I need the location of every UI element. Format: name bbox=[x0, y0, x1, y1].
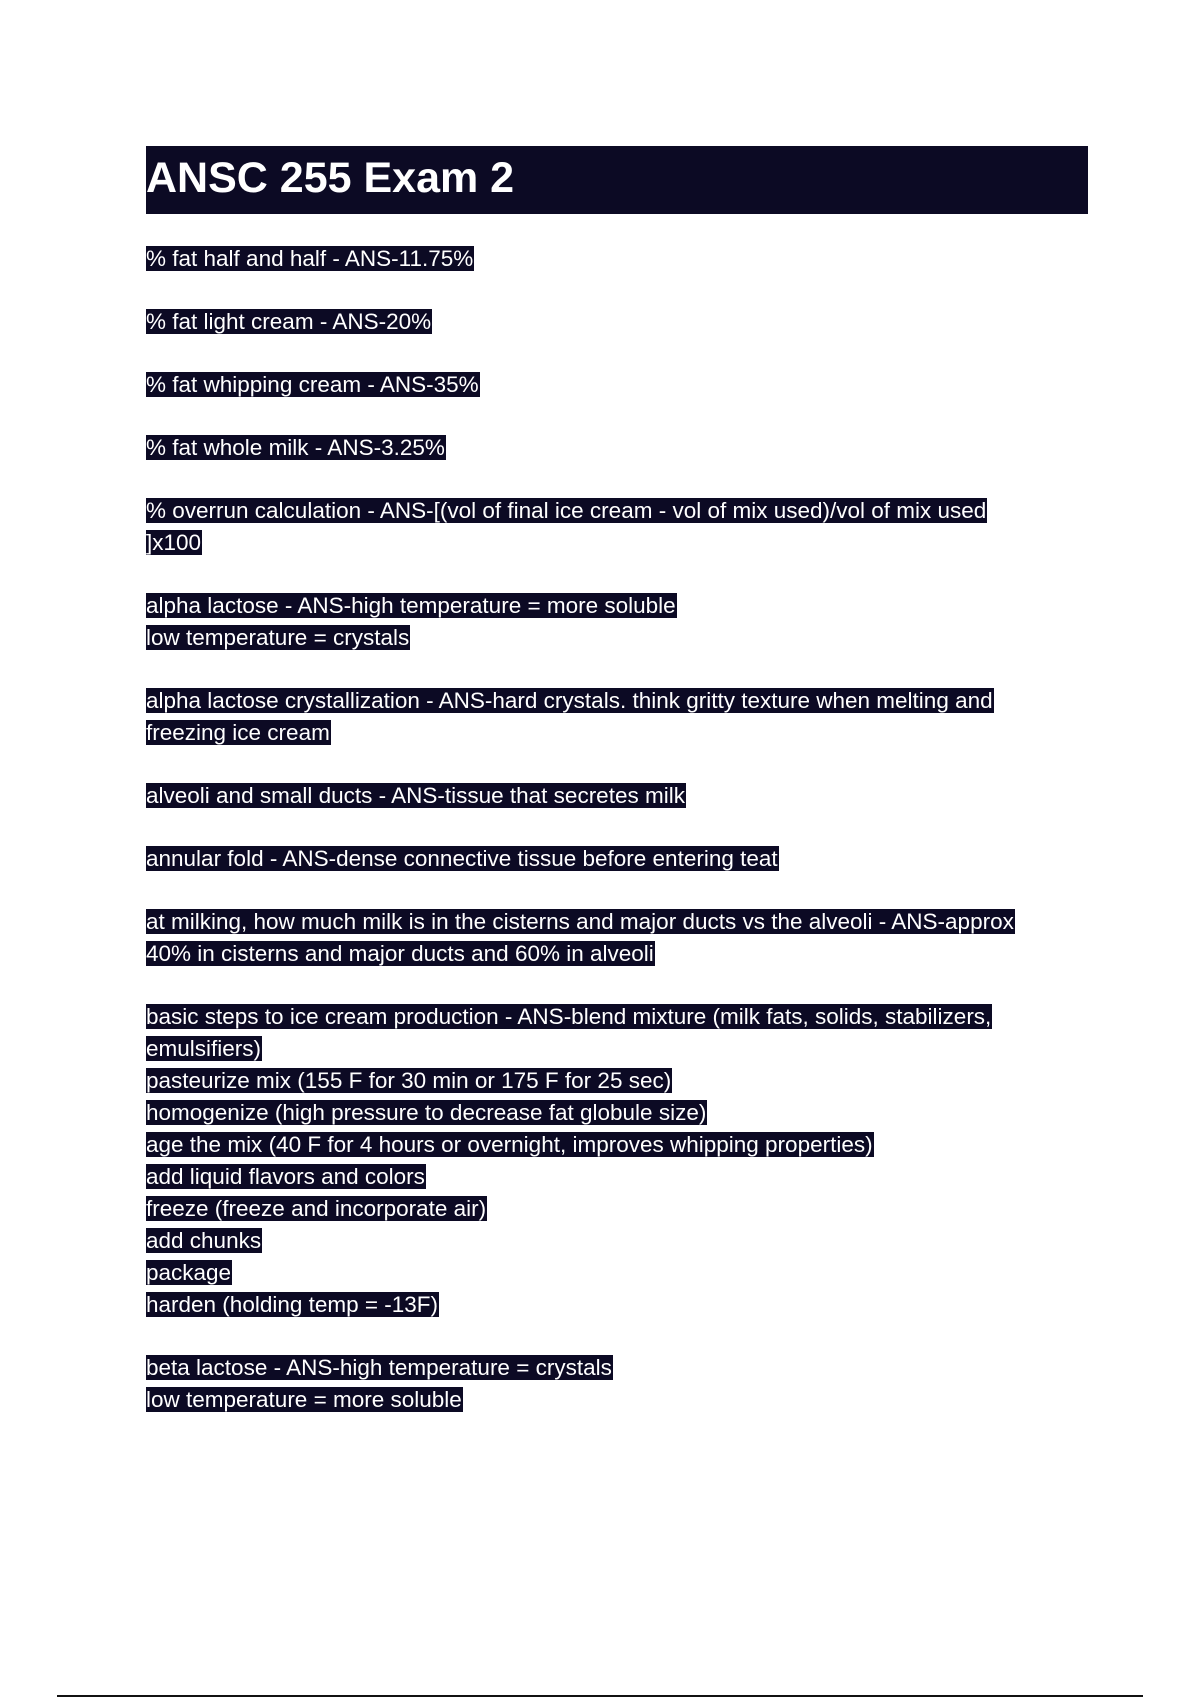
entry-line bbox=[146, 243, 1106, 275]
document-title: ANSC 255 Exam 2 bbox=[146, 154, 515, 202]
highlighted-text: alpha lactose crystallization - ANS-hard crystals. think gritty texture when melting and bbox=[146, 688, 993, 713]
entry-line bbox=[146, 780, 1106, 812]
highlighted-text: pasteurize mix (155 F for 30 min or 175 F for 25 sec) bbox=[146, 1068, 672, 1093]
flashcard-entry bbox=[146, 843, 1106, 875]
entry-line bbox=[146, 685, 1106, 717]
entry-line bbox=[146, 717, 1106, 749]
highlighted-text: % fat half and half - ANS-11.75% bbox=[146, 246, 474, 271]
flashcard-entry bbox=[146, 590, 1106, 654]
flashcard-entry bbox=[146, 780, 1106, 812]
highlighted-text: at milking, how much milk is in the cisterns and major ducts vs the alveoli - ANS-approx bbox=[146, 909, 1014, 934]
entry-line bbox=[146, 622, 1106, 654]
highlighted-text: low temperature = more soluble bbox=[146, 1387, 462, 1412]
entry-line bbox=[146, 495, 1106, 527]
highlighted-text: alpha lactose - ANS-high temperature = more soluble bbox=[146, 593, 676, 618]
entry-line bbox=[146, 843, 1106, 875]
highlighted-text: add chunks bbox=[146, 1228, 262, 1253]
flashcard-entry bbox=[146, 685, 1106, 749]
highlighted-text: ]x100 bbox=[146, 530, 202, 555]
entry-line bbox=[146, 369, 1106, 401]
entry-line bbox=[146, 1193, 1106, 1225]
highlighted-text: % fat light cream - ANS-20% bbox=[146, 309, 432, 334]
highlighted-text: % fat whole milk - ANS-3.25% bbox=[146, 435, 445, 460]
entry-line bbox=[146, 1225, 1106, 1257]
flashcard-entry bbox=[146, 369, 1106, 401]
entry-line bbox=[146, 1289, 1106, 1321]
highlighted-text: low temperature = crystals bbox=[146, 625, 410, 650]
entry-line bbox=[146, 1384, 1106, 1416]
highlighted-text: alveoli and small ducts - ANS-tissue that secretes milk bbox=[146, 783, 685, 808]
highlighted-text: add liquid flavors and colors bbox=[146, 1164, 425, 1189]
flashcard-entry bbox=[146, 306, 1106, 338]
entry-line bbox=[146, 590, 1106, 622]
title-banner bbox=[146, 146, 1088, 214]
highlighted-text: beta lactose - ANS-high temperature = crystals bbox=[146, 1355, 612, 1380]
entry-line bbox=[146, 1097, 1106, 1129]
flashcard-entry bbox=[146, 1001, 1106, 1321]
entry-line bbox=[146, 1129, 1106, 1161]
highlighted-text: % overrun calculation - ANS-[(vol of final ice cream - vol of mix used)/vol of mix used bbox=[146, 498, 987, 523]
highlighted-text: package bbox=[146, 1260, 232, 1285]
flashcard-entry bbox=[146, 495, 1106, 559]
entry-line bbox=[146, 432, 1106, 464]
flashcard-entry bbox=[146, 432, 1106, 464]
highlighted-text: % fat whipping cream - ANS-35% bbox=[146, 372, 479, 397]
highlighted-text: 40% in cisterns and major ducts and 60% in alveoli bbox=[146, 941, 654, 966]
entry-line bbox=[146, 1161, 1106, 1193]
highlighted-text: freezing ice cream bbox=[146, 720, 330, 745]
entry-line bbox=[146, 938, 1106, 970]
entry-line bbox=[146, 1001, 1106, 1033]
highlighted-text: homogenize (high pressure to decrease fat globule size) bbox=[146, 1100, 707, 1125]
highlighted-text: annular fold - ANS-dense connective tissue before entering teat bbox=[146, 846, 778, 871]
entry-line bbox=[146, 1033, 1106, 1065]
highlighted-text: age the mix (40 F for 4 hours or overnight, improves whipping properties) bbox=[146, 1132, 873, 1157]
flashcard-entry bbox=[146, 906, 1106, 970]
flashcard-entry bbox=[146, 1352, 1106, 1416]
entry-line bbox=[146, 1352, 1106, 1384]
entry-line bbox=[146, 1257, 1106, 1289]
highlighted-text: harden (holding temp = -13F) bbox=[146, 1292, 439, 1317]
highlighted-text: basic steps to ice cream production - ANS-blend mixture (milk fats, solids, stabilizers, bbox=[146, 1004, 992, 1029]
entry-line bbox=[146, 306, 1106, 338]
entry-line bbox=[146, 527, 1106, 559]
flashcard-list bbox=[146, 243, 1106, 1447]
flashcard-entry bbox=[146, 243, 1106, 275]
entry-line bbox=[146, 906, 1106, 938]
highlighted-text: emulsifiers) bbox=[146, 1036, 262, 1061]
footer-divider bbox=[57, 1695, 1143, 1697]
highlighted-text: freeze (freeze and incorporate air) bbox=[146, 1196, 487, 1221]
entry-line bbox=[146, 1065, 1106, 1097]
